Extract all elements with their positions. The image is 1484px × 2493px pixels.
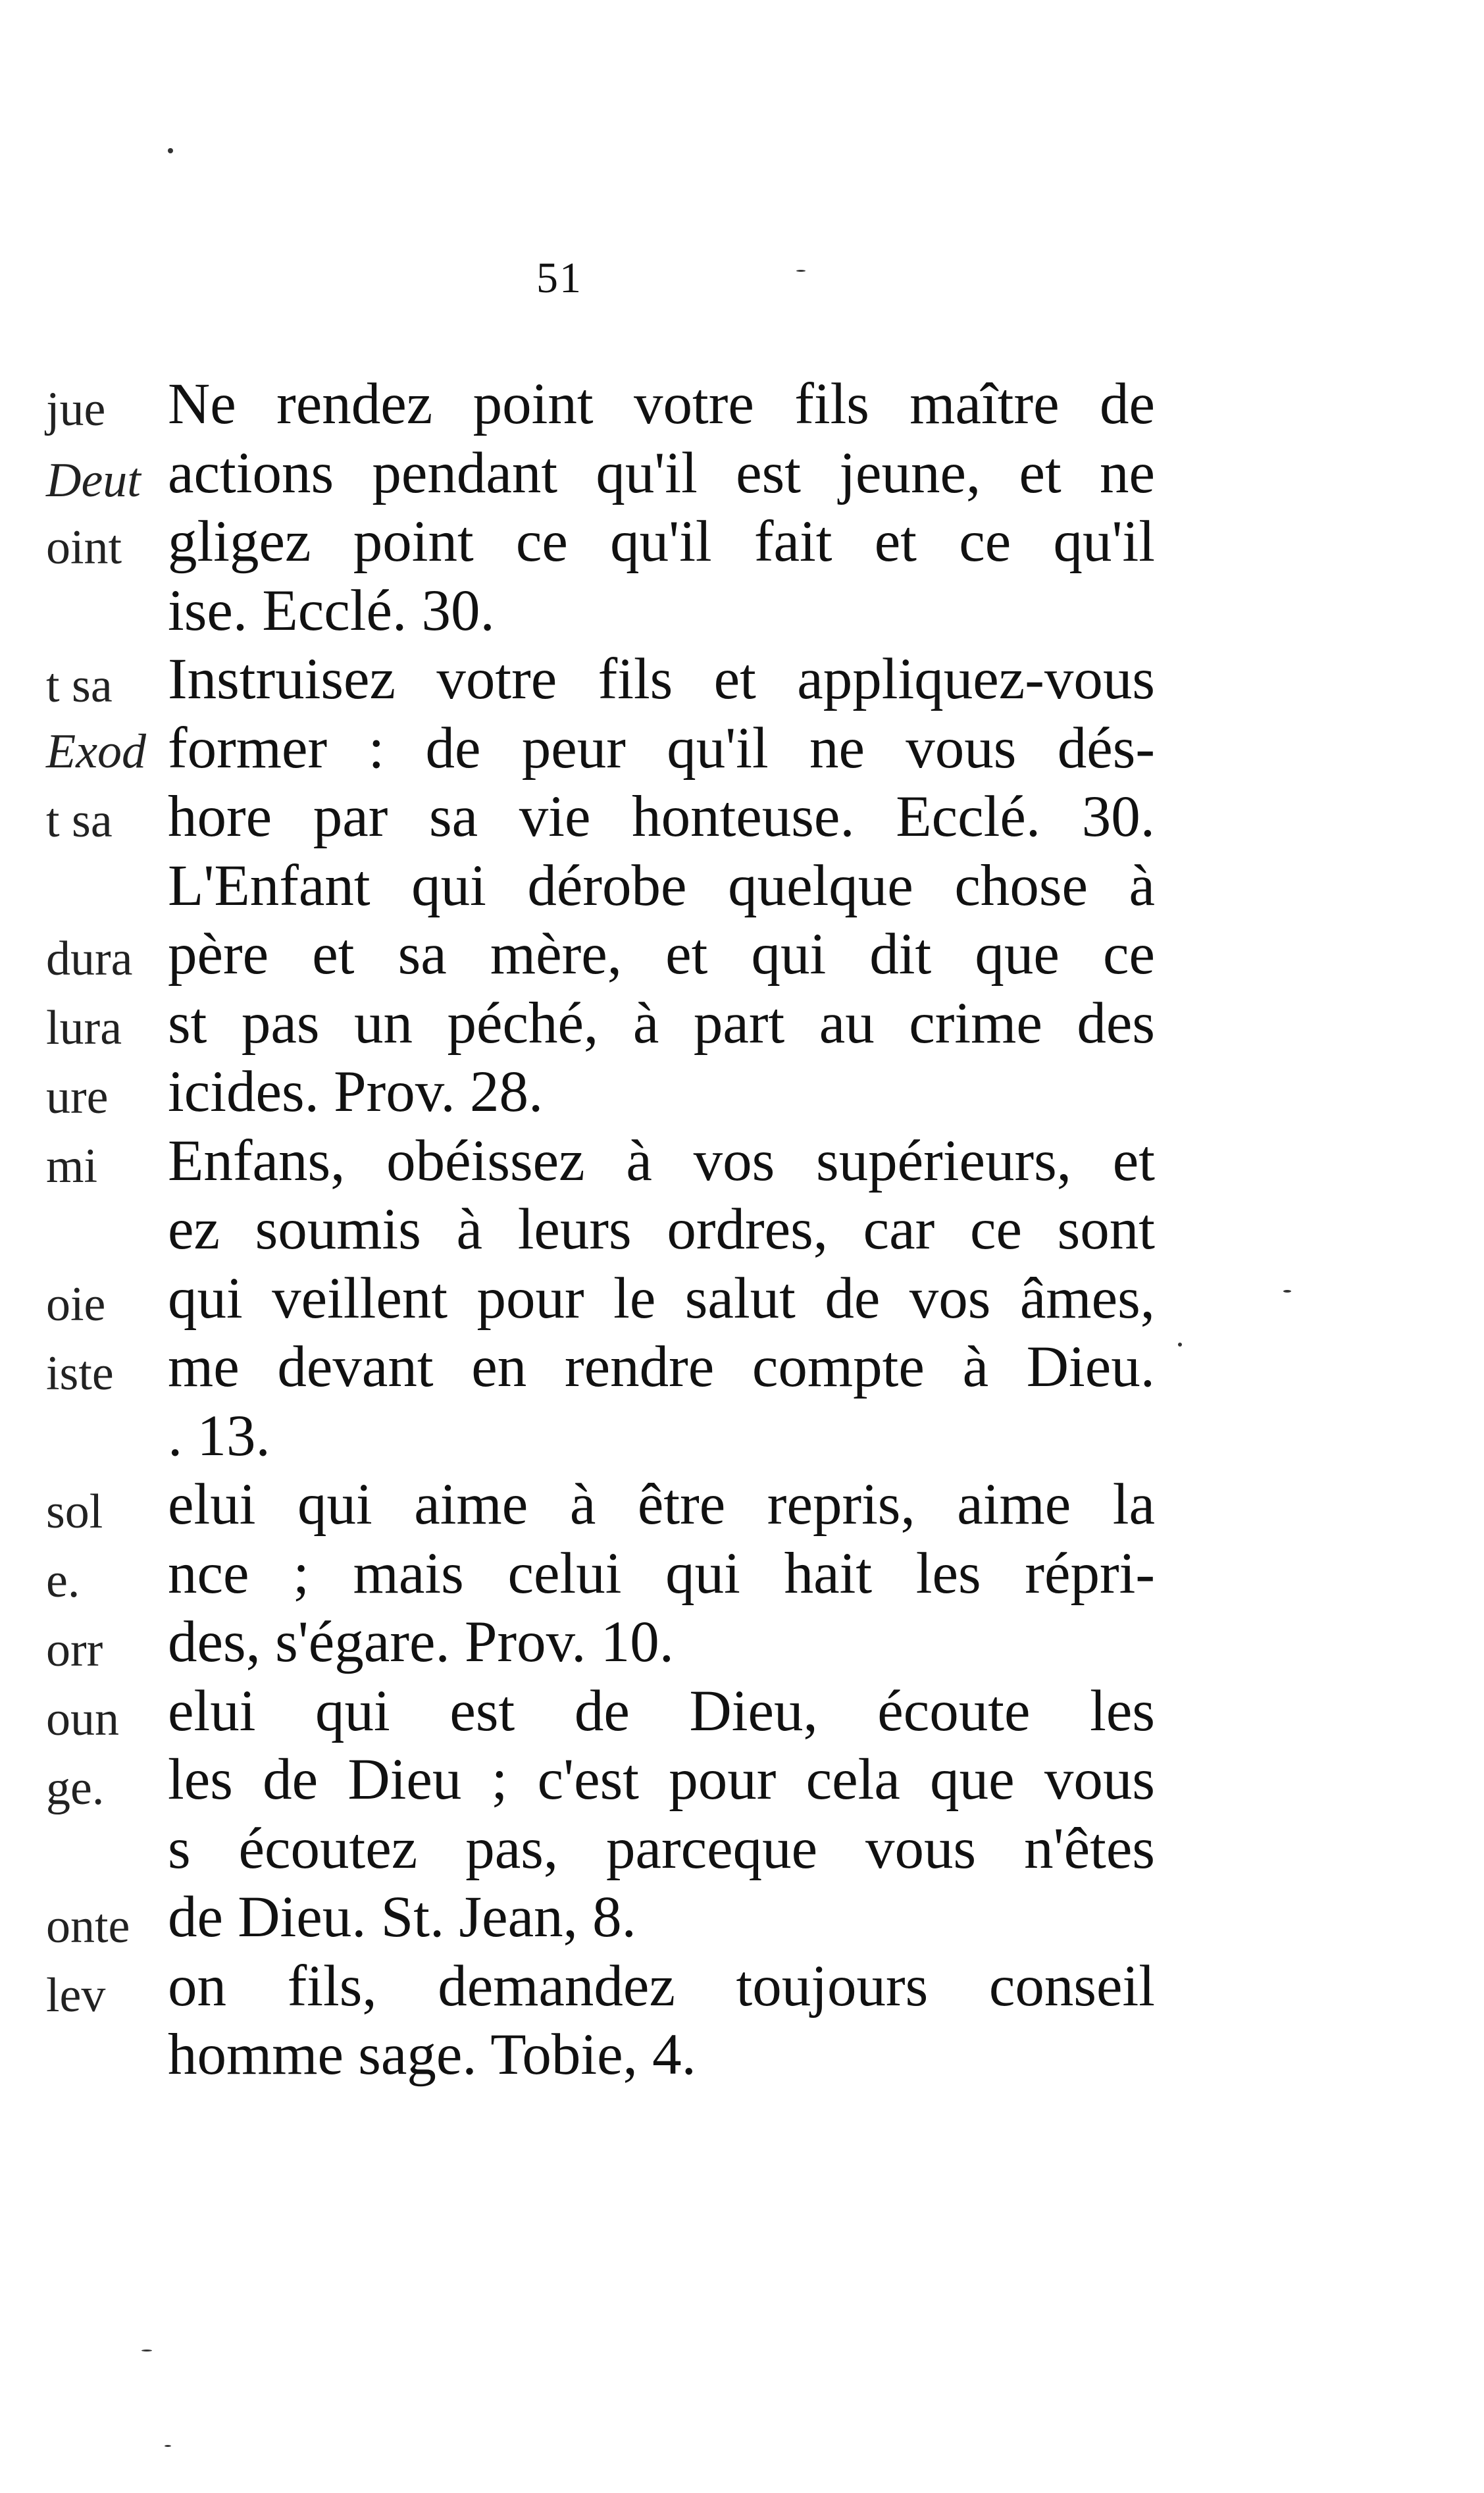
text-line: st pas un péché, à part au crime des xyxy=(168,990,1155,1056)
bleed-fragment: t sa xyxy=(46,794,113,848)
ink-speck xyxy=(141,2350,152,2352)
text-line: Instruisez votre fils et appliquez-vous xyxy=(168,647,1155,711)
text-line: Ne rendez point votre fils maître de xyxy=(168,372,1155,436)
text-line: nce ; mais celui qui hait les répri- xyxy=(168,1541,1155,1606)
text-line: père et sa mère, et qui dit que ce xyxy=(168,922,1155,987)
text-line: de Dieu. St. Jean, 8. xyxy=(168,1885,636,1949)
bleed-fragment: mi xyxy=(46,1139,98,1193)
text-line: Enfans, obéissez à vos supérieurs, et xyxy=(168,1128,1155,1193)
bleed-fragment: ure xyxy=(46,1070,109,1124)
text-line: ez soumis à leurs ordres, car ce sont xyxy=(168,1197,1155,1262)
text-line: gligez point ce qu'il fait et ce qu'il xyxy=(168,509,1155,574)
text-line: me devant en rendre compte à Dieu. xyxy=(168,1335,1155,1399)
text-line: former : de peur qu'il ne vous dés- xyxy=(168,715,1155,781)
text-line: elui qui aime à être repris, aime la xyxy=(168,1472,1155,1537)
text-line: actions pendant qu'il est jeune, et ne xyxy=(168,440,1155,505)
bleed-fragment: sol xyxy=(46,1485,103,1539)
text-line: . 13. xyxy=(168,1403,270,1468)
bleed-fragment: oint xyxy=(46,521,122,575)
bleed-fragment: iste xyxy=(46,1347,114,1401)
ink-speck xyxy=(168,148,173,153)
text-line: des, s'égare. Prov. 10. xyxy=(168,1610,675,1674)
bleed-fragment: Exod xyxy=(46,725,147,779)
body-text xyxy=(168,370,1155,2090)
bleed-fragment: lev xyxy=(46,1968,106,2022)
text-line: s écoutez pas, parceque vous n'êtes xyxy=(168,1816,1155,1881)
bleed-fragment: lura xyxy=(46,1001,122,1055)
page-number: 51 xyxy=(536,254,582,302)
bleed-fragment: orr xyxy=(46,1623,103,1677)
ink-speck xyxy=(1283,1290,1291,1293)
bleed-fragment: oie xyxy=(46,1277,106,1331)
text-line: les de Dieu ; c'est pour cela que vous xyxy=(168,1747,1155,1812)
text-line: icides. Prov. 28. xyxy=(168,1060,544,1124)
bleed-fragment: oun xyxy=(46,1692,119,1746)
text-line: L'Enfant qui dérobe quelque chose à xyxy=(168,853,1155,918)
bleed-fragment: t sa xyxy=(46,659,113,713)
text-line: ise. Ecclé. 30. xyxy=(168,578,495,643)
ink-speck xyxy=(165,2445,171,2447)
bleed-fragment: ge. xyxy=(46,1761,105,1815)
bleed-fragment: jue xyxy=(46,382,106,436)
text-line: on fils, demandez toujours conseil xyxy=(168,1953,1155,2018)
bleed-fragment: dura xyxy=(46,932,133,986)
ink-speck xyxy=(796,270,806,272)
text-line: qui veillent pour le salut de vos âmes, xyxy=(168,1266,1155,1331)
ink-speck xyxy=(1178,1343,1182,1347)
bleed-fragment: onte xyxy=(46,1899,130,1953)
text-line: hore par sa vie honteuse. Ecclé. 30. xyxy=(168,784,1155,849)
text-line: homme sage. Tobie, 4. xyxy=(168,2022,696,2087)
bleed-fragment: Deut xyxy=(46,453,141,507)
bleed-fragment: e. xyxy=(46,1554,80,1608)
text-line: elui qui est de Dieu, écoute les xyxy=(168,1678,1155,1743)
